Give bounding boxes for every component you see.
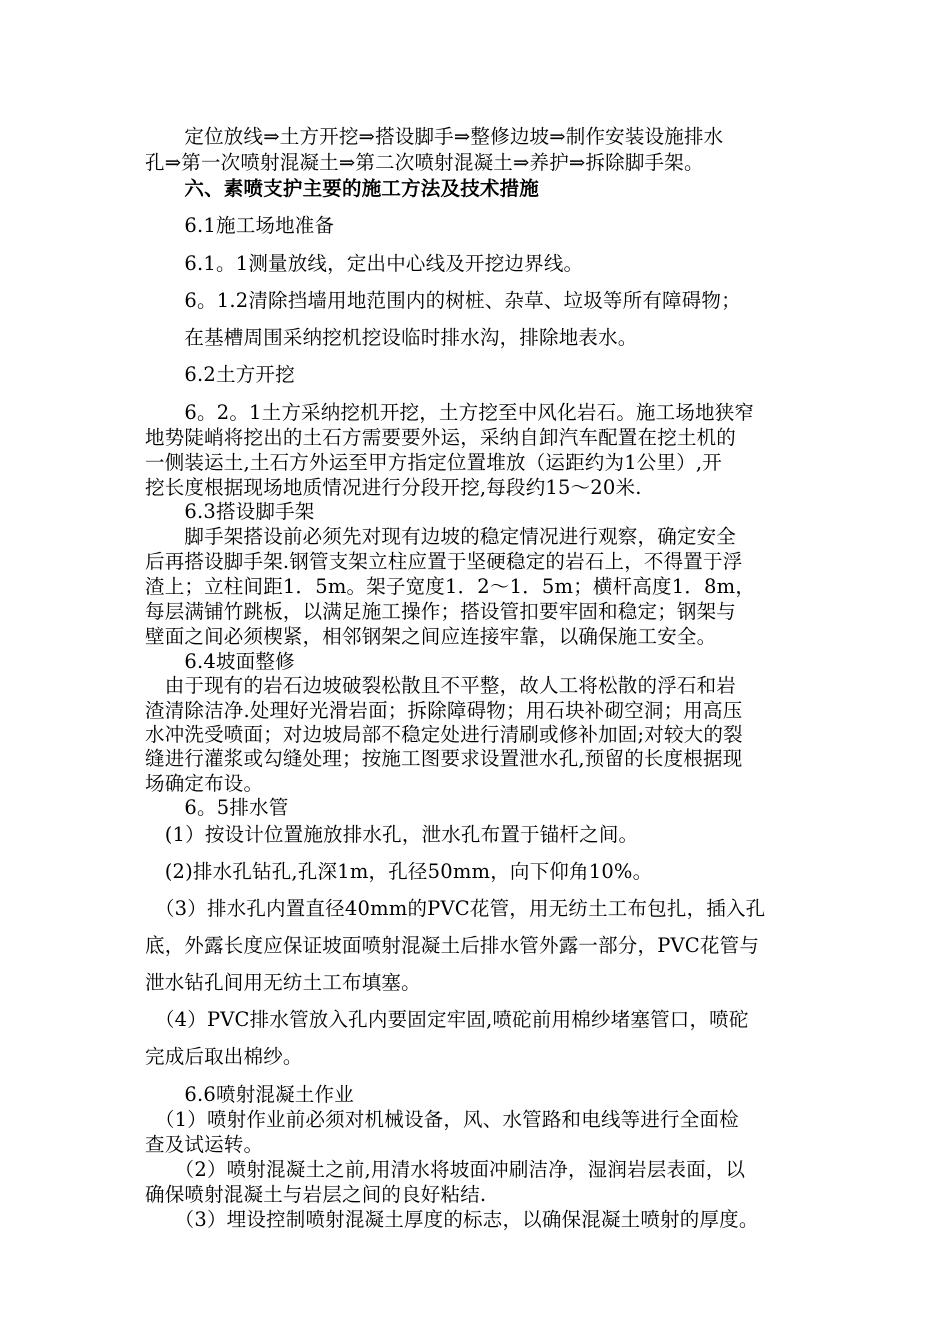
paragraph-line: 在基槽周围采纳挖机挖设临时排水沟，排除地表水。 [145,326,638,349]
paragraph-line: 场确定布设。 [145,772,264,795]
subsection-heading-6-5: 6。5排水管 [145,796,289,819]
subsection-heading-6-2: 6.2土方开挖 [145,363,295,386]
list-item: (2)排水孔钻孔,孔深1m，孔径50mm，向下仰角10%。 [145,860,653,883]
list-item: （2）喷射混凝土之前,用清水将坡面冲刷洁净，湿润岩层表面，以 [145,1158,746,1181]
paragraph-line: 挖长度根据现场地质情况进行分段开挖,每段约15～20米. [145,476,642,499]
paragraph-line: 地势陡峭将挖出的土石方需要要外运，采纳自卸汽车配置在挖土机的 [145,426,737,449]
paragraph-line: 一侧装运土,土石方外运至甲方指定位置堆放（运距约为1公里）,开 [145,451,723,474]
list-item: (1）按设计位置施放排水孔，泄水孔布置于锚杆之间。 [145,823,639,846]
list-item-continuation: 确保喷射混凝土与岩层之间的良好粘结. [145,1183,487,1206]
paragraph-line: 渣清除洁净.处理好光滑岩面；拆除障碍物；用石块补砌空洞；用高压 [145,699,743,722]
process-flow-line-1: 定位放线⇒土方开挖⇒搭设脚手⇒整修边坡⇒制作安装设施排水 [145,125,724,148]
paragraph-line: 渣上；立柱间距1．5m。架子宽度1．2～1．5m；横杆高度1．8m， [145,575,756,598]
subsection-heading-6-1: 6.1施工场地准备 [145,214,335,237]
list-item: （3）埋设控制喷射混凝土厚度的标志，以确保混凝土喷射的厚度。 [145,1208,759,1231]
paragraph-line: 每层满铺竹跳板，以满足施工操作；搭设管扣要牢固和稳定；钢架与 [145,600,737,623]
paragraph-line: 壁面之间必须楔紧，相邻钢架之间应连接牢靠，以确保施工安全。 [145,625,717,648]
list-item-continuation: 查及试运转。 [145,1133,264,1156]
paragraph-line: 脚手架搭设前必须先对现有边坡的稳定情况进行观察，确定安全 [145,525,737,548]
list-item-continuation: 底，外露长度应保证坡面喷射混凝土后排水管外露一部分，PVC花管与 [145,934,760,957]
paragraph-line: 缝进行灌浆或勾缝处理；按施工图要求设置泄水孔,预留的长度根据现 [145,747,743,770]
paragraph-line: 6。1.2清除挡墙用地范围内的树桩、杂草、垃圾等所有障碍物； [145,289,741,312]
list-item-continuation: 完成后取出棉纱。 [145,1045,303,1068]
paragraph-line: 水冲洗受喷面；对边坡局部不稳定处进行清刷或修补加固;对较大的裂 [145,723,743,746]
list-item: （4）PVC排水管放入孔内要固定牢固,喷砣前用棉纱堵塞管口，喷砣 [145,1008,749,1031]
list-item: （1）喷射作业前必须对机械设备，风、水管路和电线等进行全面检 [145,1108,739,1131]
subsection-heading-6-4: 6.4坡面整修 [145,650,295,673]
paragraph-line: 由于现有的岩石边坡破裂松散且不平整，故人工将松散的浮石和岩 [145,674,737,697]
section-heading-6: 六、素喷支护主要的施工方法及技术措施 [145,177,540,200]
paragraph-line: 6.1。1测量放线，定出中心线及开挖边界线。 [145,252,584,275]
subsection-heading-6-3: 6.3搭设脚手架 [145,500,315,523]
list-item-continuation: 泄水钻孔间用无纺土工布填塞。 [145,971,421,994]
paragraph-line: 6。2。1土方采纳挖机开挖，土方挖至中风化岩石。施工场地狭窄 [145,401,755,424]
paragraph-line: 后再搭设脚手架.钢管支架立柱应置于坚硬稳定的岩石上，不得置于浮 [145,550,743,573]
subsection-heading-6-6: 6.6喷射混凝土作业 [145,1083,354,1106]
process-flow-line-2: 孔⇒第一次喷射混凝土⇒第二次喷射混凝土⇒养护⇒拆除脚手架。 [145,151,704,174]
list-item: （3）排水孔内置直径40mm的PVC花管，用无纺土工布包扎，插入孔 [145,897,766,920]
